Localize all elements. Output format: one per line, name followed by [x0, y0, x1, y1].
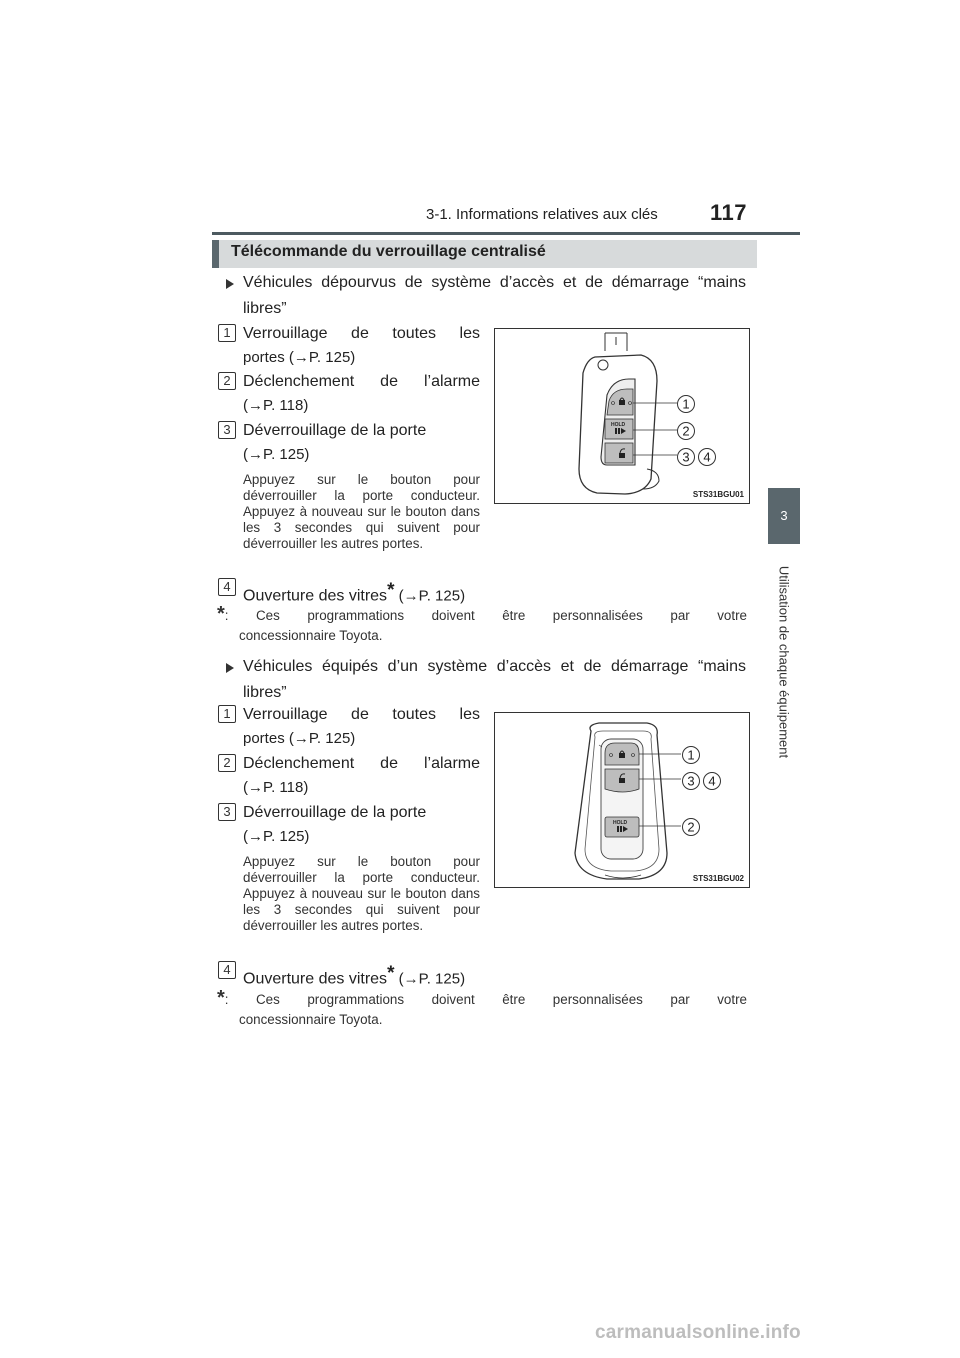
- block1-footnote-line1: : Ces programmations doivent être personnalisées par votre: [224, 608, 747, 623]
- block2-item2-number: 2: [218, 754, 236, 772]
- folding-key-illustration: [495, 329, 751, 505]
- page-number: 117: [710, 200, 747, 225]
- block2-item2: [243, 752, 480, 800]
- block1-heading-line2: libres”: [243, 300, 287, 317]
- figure-folding-key: [494, 328, 750, 504]
- section-title: Télécommande du verrouillage centralisé: [231, 243, 546, 260]
- block1-description: Appuyez sur le bouton pour déverrouiller la porte conducteur. Appuyez à nouveau sur le bouton dans les 3 secondes qui suivent pour déverrouiller les autres portes.: [243, 472, 480, 551]
- block1-item4-text: Ouverture des vitres: [243, 587, 388, 605]
- chapter-tab: [768, 488, 800, 544]
- block2-item1: [243, 703, 480, 751]
- block1-item3: [243, 419, 480, 467]
- hold-label: HOLD: [613, 820, 628, 826]
- block2-item1-number: 1: [218, 705, 236, 723]
- block1-item1-line2: portes (→P. 125): [243, 349, 356, 366]
- callout-3: 3: [682, 449, 690, 465]
- callout-3: 3: [687, 773, 695, 789]
- block2-item4-number: 4: [218, 961, 236, 979]
- chapter-title: Utilisation de chaque équipement: [776, 565, 792, 759]
- callout-4: 4: [703, 449, 711, 465]
- unlock-icon: [619, 453, 625, 458]
- block2-item3: [243, 801, 480, 849]
- block1-item4-ref: (→P. 125): [394, 587, 466, 605]
- block2-item1-line2: portes (→P. 125): [243, 730, 356, 747]
- block2-footnote-line2: concessionnaire Toyota.: [239, 1012, 383, 1027]
- block2-item4-ref: (→P. 125): [394, 970, 466, 988]
- hold-label: HOLD: [611, 422, 626, 428]
- block2-item2-line2: (→P. 118): [243, 779, 309, 796]
- header-rule: [212, 232, 800, 235]
- block2-item4-star: *: [387, 963, 395, 984]
- smart-key-illustration: [495, 713, 751, 889]
- block2-item4: [243, 961, 465, 988]
- watermark: carmanualsonline.info: [595, 1322, 801, 1343]
- figure-code: STS31BGU02: [692, 874, 744, 883]
- block2-footnote: [217, 988, 747, 1030]
- block1-item4-number: 4: [218, 578, 236, 596]
- bullet-triangle-icon: [226, 279, 234, 289]
- block1-footnote: [217, 604, 747, 646]
- callout-1: 1: [682, 396, 690, 412]
- block1-item2-number: 2: [218, 372, 236, 390]
- block2-heading-line2: libres”: [243, 684, 287, 701]
- callout-2: 2: [682, 423, 690, 439]
- block1-item4-star: *: [387, 580, 395, 601]
- block2-description: Appuyez sur le bouton pour déverrouiller la porte conducteur. Appuyez à nouveau sur le bouton dans les 3 secondes qui suivent pour déverrouiller les autres portes.: [243, 854, 480, 933]
- lock-icon: [619, 400, 625, 405]
- block1-item1-number: 1: [218, 324, 236, 342]
- callout-4: 4: [708, 773, 716, 789]
- block1-item3-line2: (→P. 125): [243, 446, 310, 463]
- section-title-bar: [212, 240, 757, 268]
- block2-heading-line1: Véhicules équipés d’un système d’accès et de démarrage “mains: [243, 658, 746, 675]
- callout-2: 2: [687, 819, 695, 835]
- block1-item3-line1: Déverrouillage de la porte: [243, 422, 427, 439]
- block2-item3-number: 3: [218, 803, 236, 821]
- footnote-star: *: [217, 987, 225, 1009]
- block2-item3-line1: Déverrouillage de la porte: [243, 804, 427, 821]
- footnote-star: *: [217, 603, 225, 625]
- block1-item1: [243, 322, 480, 370]
- block1-heading: [226, 270, 746, 322]
- block1-footnote-line2: concessionnaire Toyota.: [239, 628, 383, 643]
- block2-item4-text: Ouverture des vitres: [243, 970, 388, 988]
- block2-footnote-line1: : Ces programmations doivent être personnalisées par votre: [224, 992, 747, 1007]
- block1-heading-line1: Véhicules dépourvus de système d’accès et de démarrage “mains: [243, 274, 746, 291]
- block1-item3-number: 3: [218, 421, 236, 439]
- figure-code: STS31BGU01: [692, 490, 744, 499]
- chapter-number: 3: [780, 508, 788, 523]
- block2-item2-line1: Déclenchement de l’alarme: [243, 755, 480, 772]
- unlock-icon: [619, 778, 625, 783]
- lock-icon: [619, 753, 625, 758]
- block1-item4: [243, 578, 465, 605]
- block2-item3-line2: (→P. 125): [243, 828, 310, 845]
- block1-item2-line1: Déclenchement de l’alarme: [243, 373, 480, 390]
- block1-item1-line1: Verrouillage de toutes les: [243, 325, 480, 342]
- block2-item1-line1: Verrouillage de toutes les: [243, 706, 480, 723]
- block1-item2-line2: (→P. 118): [243, 397, 309, 414]
- block1-item2: [243, 370, 480, 418]
- callout-1: 1: [687, 747, 695, 763]
- figure-smart-key: [494, 712, 750, 888]
- bullet-triangle-icon: [226, 663, 234, 673]
- block2-heading: [226, 654, 746, 706]
- section-header: 3-1. Informations relatives aux clés: [426, 206, 658, 223]
